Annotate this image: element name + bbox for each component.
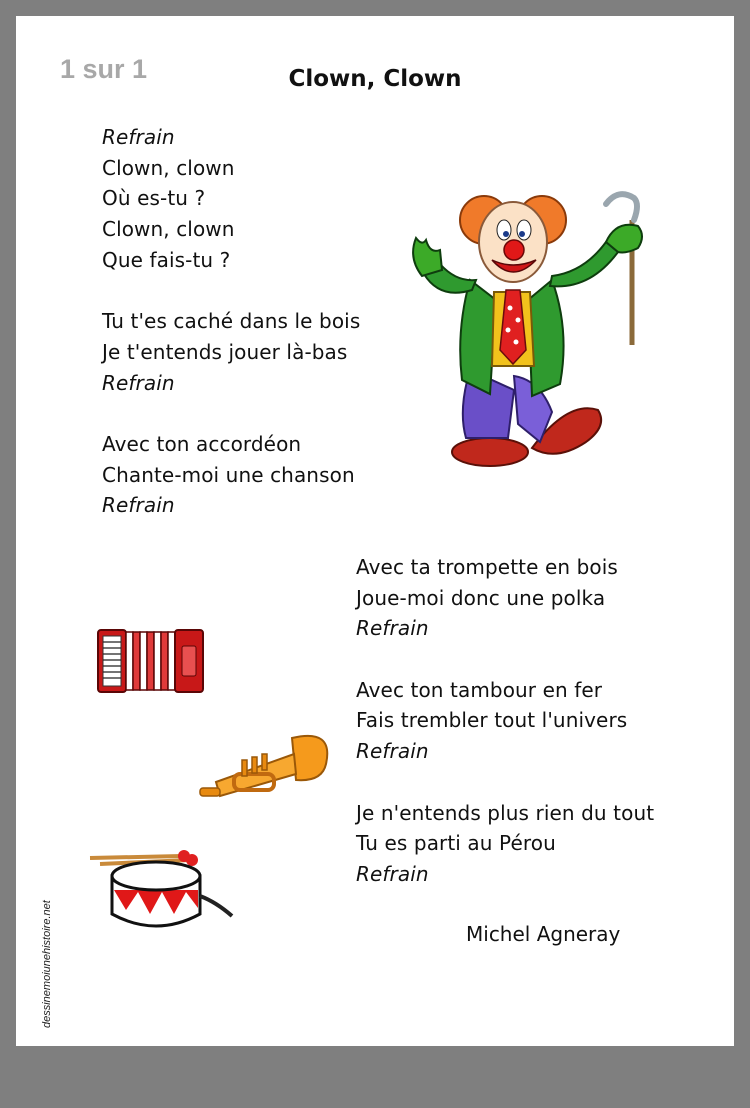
page-indicator: 1 sur 1: [60, 54, 148, 84]
verse-line: Refrain: [102, 370, 175, 395]
verse-line: Clown, clown: [102, 155, 235, 180]
verse-line: Clown, clown: [102, 217, 235, 242]
verse-line: Joue-moi donc une polka: [356, 585, 606, 610]
accordion-icon: [96, 624, 206, 698]
verse-line: Tu es parti au Pérou: [356, 831, 556, 856]
verse-line: Refrain: [356, 739, 429, 764]
poem-title: Clown, Clown: [288, 66, 462, 92]
verse-line: Avec ton tambour en fer: [356, 677, 603, 702]
verse-line: Refrain: [356, 861, 429, 886]
clown-illustration: [400, 180, 670, 470]
verse-line: Que fais-tu ?: [102, 247, 231, 272]
stanza-gap: [356, 767, 654, 798]
stanza-gap: [102, 275, 360, 306]
verse-line: Refrain: [102, 493, 175, 518]
drum-icon: [86, 846, 236, 930]
watermark: dessinemoiunehistoire.net: [41, 900, 53, 1028]
verse-line: Fais trembler tout l'univers: [356, 708, 628, 733]
verse-line: Où es-tu ?: [102, 186, 206, 211]
verse-line: Chante-moi une chanson: [102, 462, 355, 487]
poem-right-column: [356, 552, 654, 890]
verse-line: Tu t'es caché dans le bois: [102, 309, 361, 334]
verse-line: Avec ta trompette en bois: [356, 555, 618, 579]
trumpet-icon: [196, 724, 331, 810]
stanza-gap: [102, 398, 360, 429]
stanza-gap: [356, 644, 654, 675]
verse-line: Refrain: [356, 616, 429, 641]
poem-author: Michel Agneray: [466, 922, 621, 946]
verse-line: Refrain: [102, 125, 175, 149]
document-page: [16, 16, 734, 1046]
verse-line: Je t'entends jouer là-bas: [102, 339, 348, 364]
verse-line: Avec ton accordéon: [102, 431, 302, 456]
poem-left-column: [102, 122, 360, 521]
verse-line: Je n'entends plus rien du tout: [356, 800, 655, 825]
